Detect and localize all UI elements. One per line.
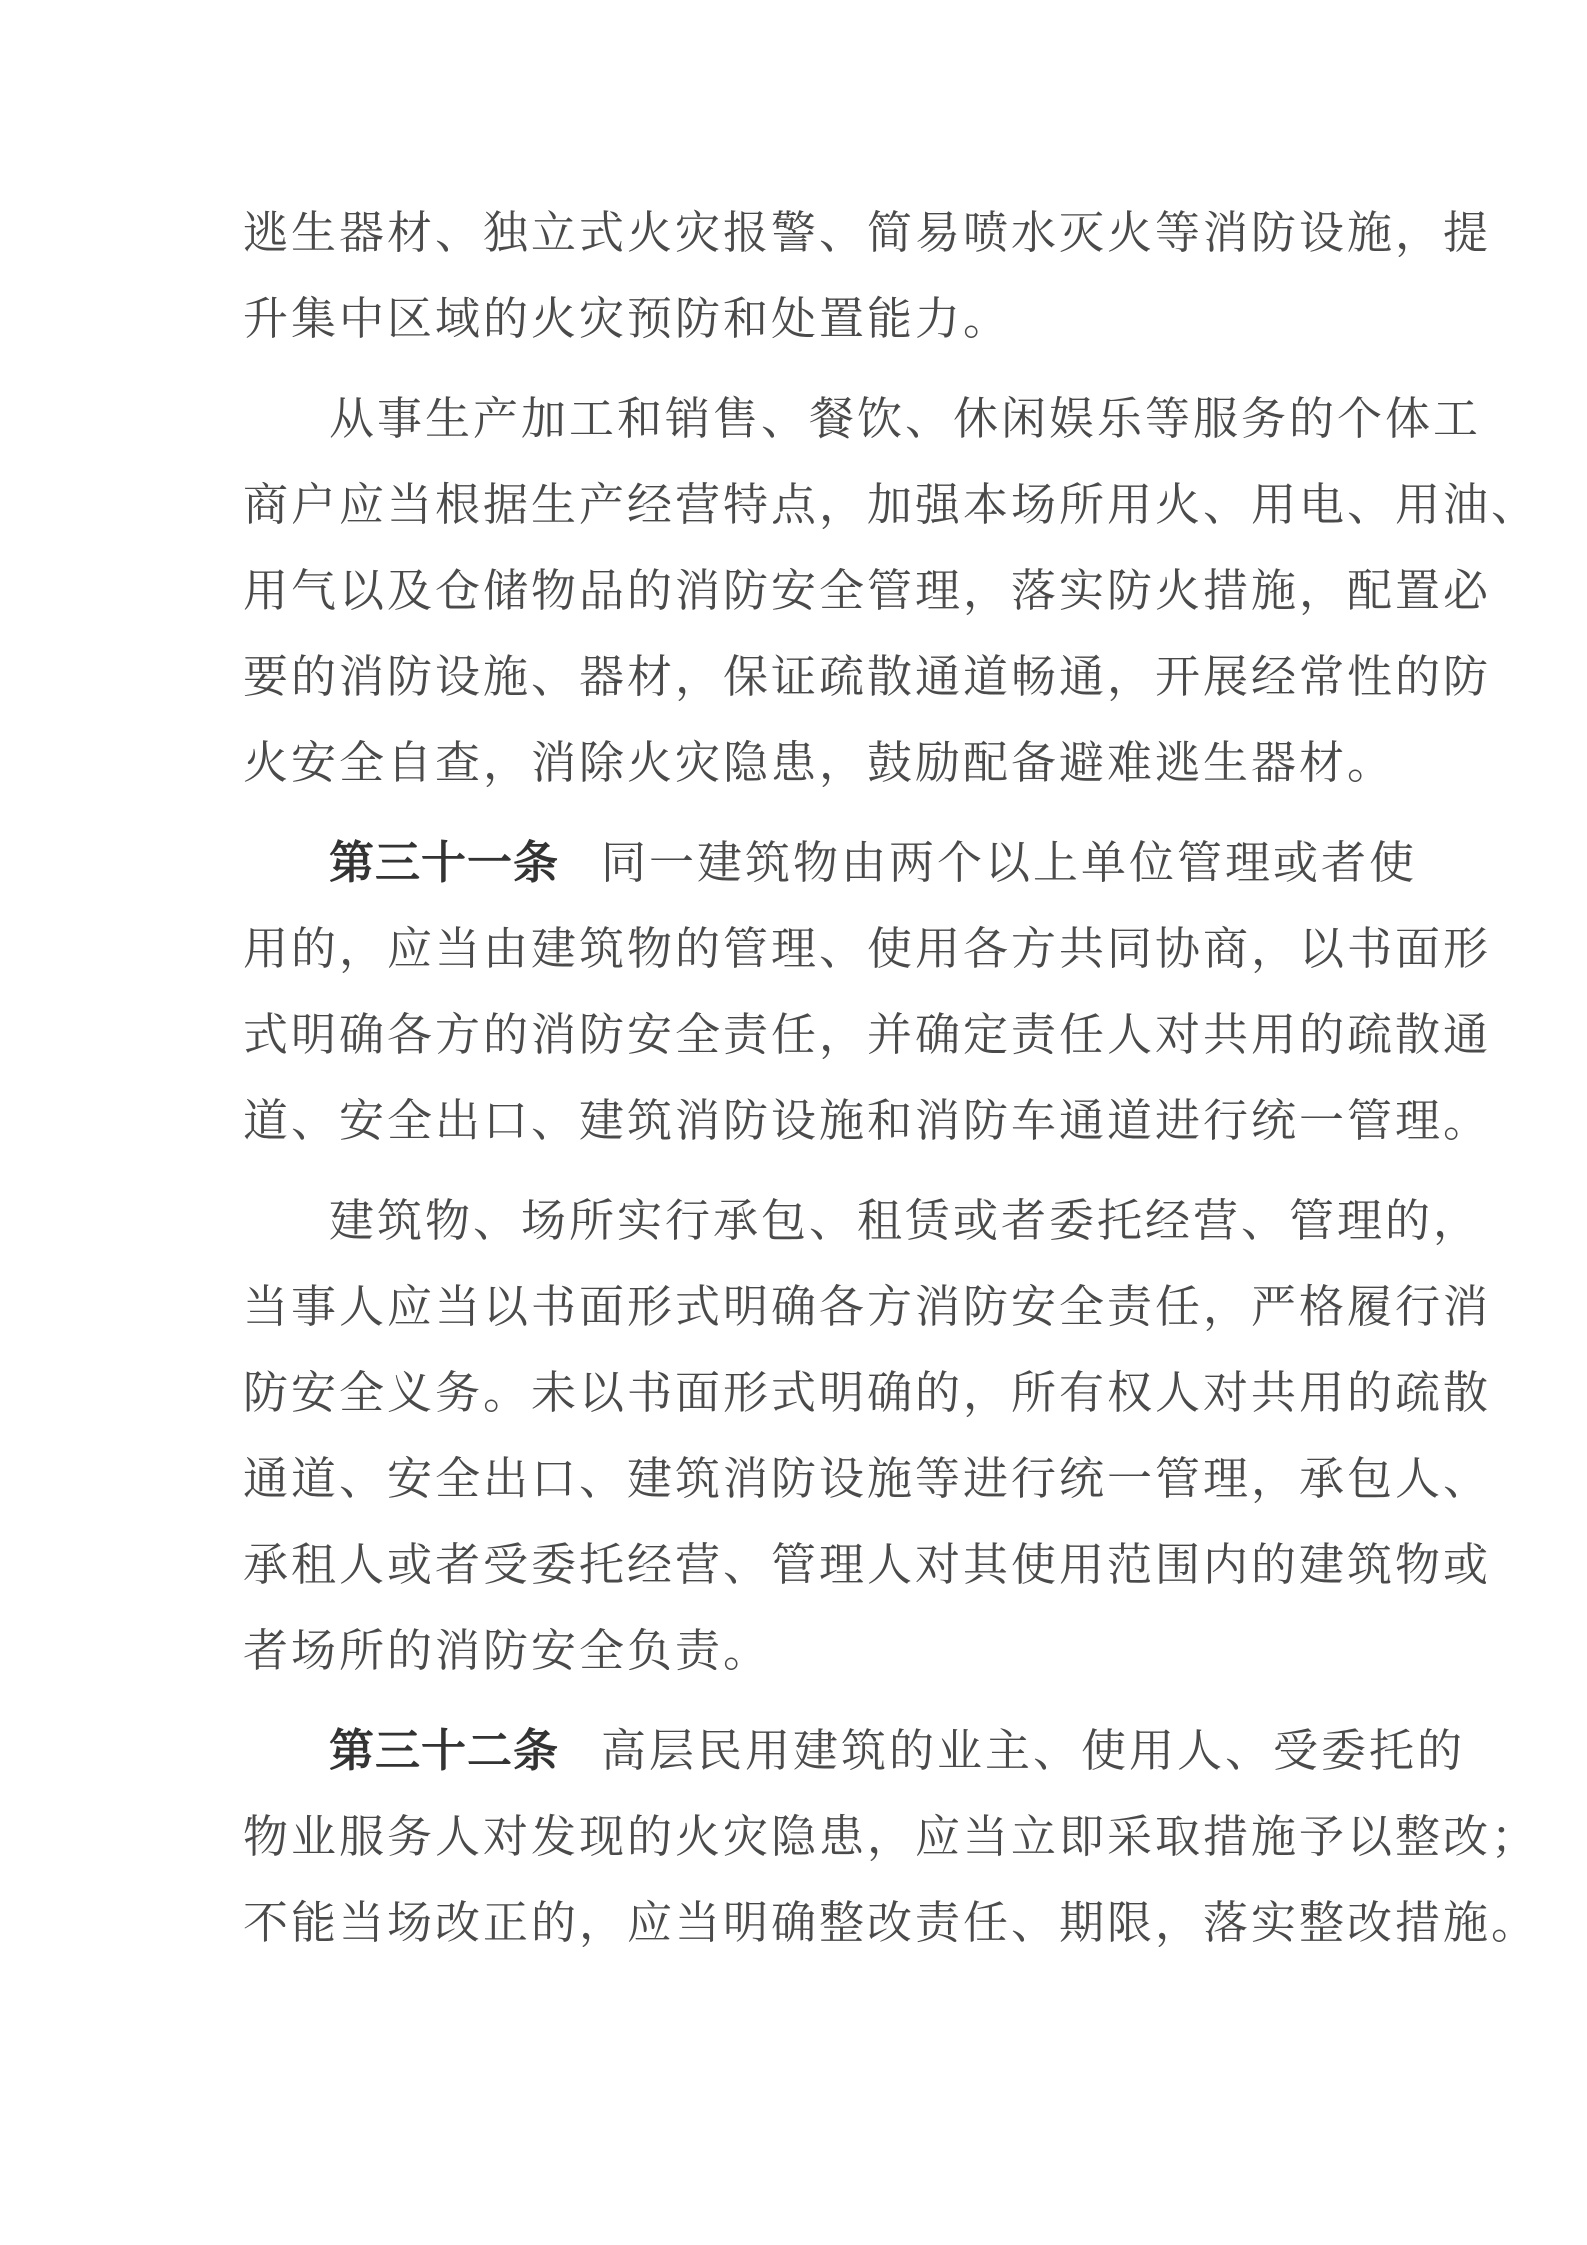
text-line: 建筑物、场所实行承包、租赁或者委托经营、管理的， bbox=[329, 1194, 1482, 1247]
article-number: 第三十二条 bbox=[329, 1724, 560, 1777]
text-line: 承租人或者受委托经营、管理人对其使用范围内的建筑物或 bbox=[243, 1538, 1492, 1591]
text-line: 通道、安全出口、建筑消防设施等进行统一管理，承包人、 bbox=[243, 1452, 1492, 1505]
text-line: 式明确各方的消防安全责任，并确定责任人对共用的疏散通 bbox=[243, 1008, 1492, 1061]
document-body bbox=[243, 190, 1540, 1966]
text-line: 升集中区域的火灾预防和处置能力。 bbox=[243, 292, 1012, 345]
article-31 bbox=[243, 820, 1492, 1164]
paragraph-leasing-responsibility bbox=[243, 1178, 1492, 1694]
text-line: 物业服务人对发现的火灾隐患，应当立即采取措施予以整改； bbox=[243, 1810, 1540, 1863]
text-line: 逃生器材、独立式火灾报警、简易喷水灭火等消防设施，提 bbox=[243, 206, 1492, 259]
text-line: 用气以及仓储物品的消防安全管理，落实防火措施，配置必 bbox=[243, 564, 1492, 617]
text-line: 道、安全出口、建筑消防设施和消防车通道进行统一管理。 bbox=[243, 1094, 1492, 1147]
text-line: 不能当场改正的，应当明确整改责任、期限，落实整改措施。 bbox=[243, 1896, 1540, 1949]
text-line: 用的，应当由建筑物的管理、使用各方共同协商，以书面形 bbox=[243, 922, 1492, 975]
article-32 bbox=[243, 1708, 1540, 1966]
text-line: 要的消防设施、器材，保证疏散通道畅通，开展经常性的防 bbox=[243, 650, 1492, 703]
text-line: 商户应当根据生产经营特点，加强本场所用火、用电、用油、 bbox=[243, 478, 1540, 531]
text-line: 者场所的消防安全负责。 bbox=[243, 1624, 772, 1677]
paragraph-individual-businesses bbox=[243, 376, 1540, 806]
article-first-line bbox=[243, 1708, 1466, 1794]
text-line: 当事人应当以书面形式明确各方消防安全责任，严格履行消 bbox=[243, 1280, 1492, 1333]
article-number: 第三十一条 bbox=[329, 836, 560, 889]
text-line: 从事生产加工和销售、餐饮、休闲娱乐等服务的个体工 bbox=[329, 392, 1482, 445]
text-line: 防安全义务。未以书面形式明确的，所有权人对共用的疏散 bbox=[243, 1366, 1492, 1419]
article-first-line bbox=[243, 820, 1418, 906]
text-line: 火安全自查，消除火灾隐患，鼓励配备避难逃生器材。 bbox=[243, 736, 1396, 789]
article-text: 高层民用建筑的业主、使用人、受委托的 bbox=[601, 1724, 1466, 1777]
article-text: 同一建筑物由两个以上单位管理或者使 bbox=[601, 836, 1418, 889]
paragraph-continuation bbox=[243, 190, 1492, 362]
